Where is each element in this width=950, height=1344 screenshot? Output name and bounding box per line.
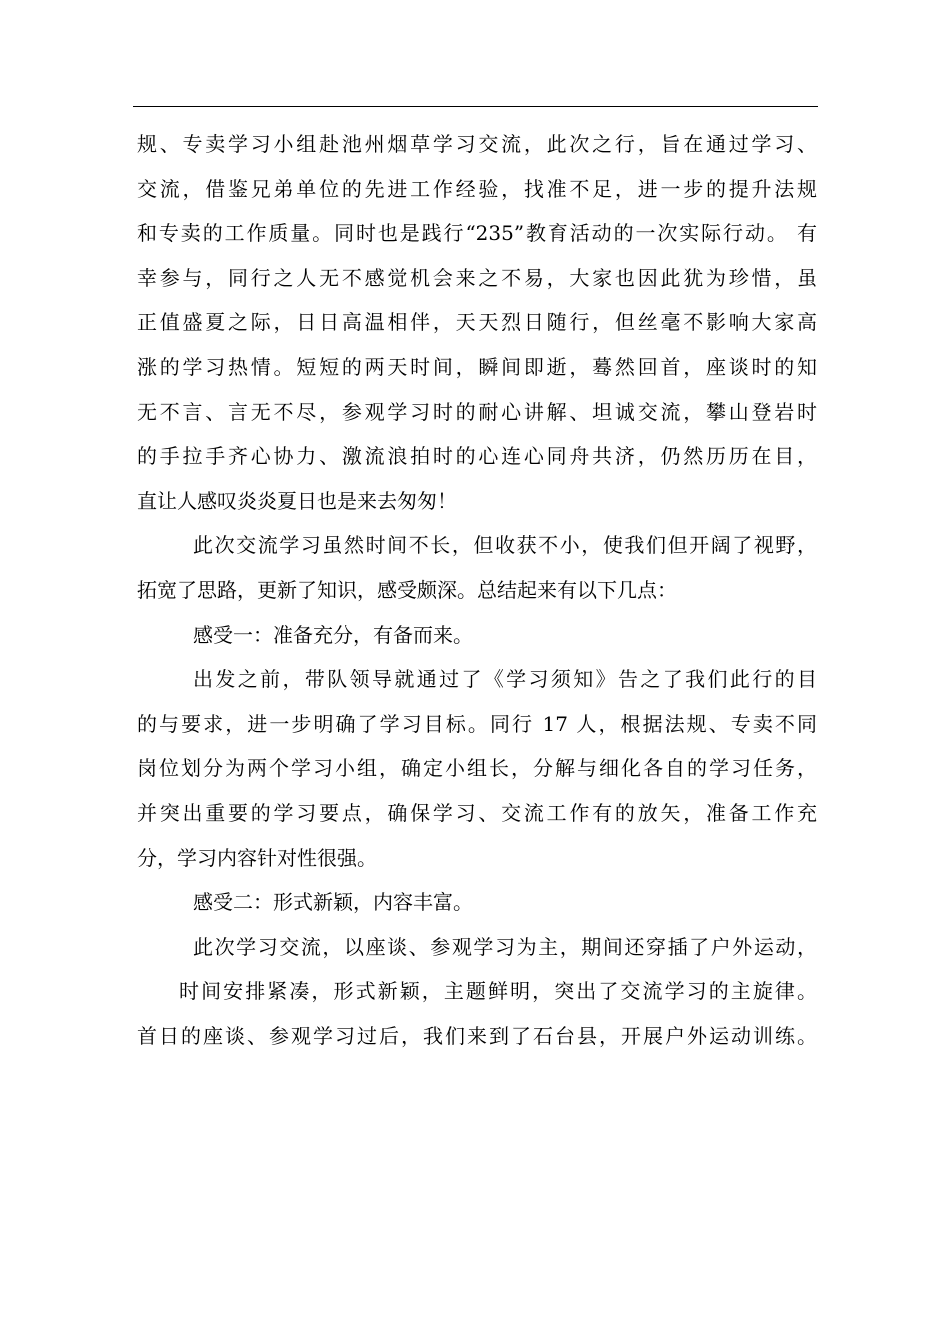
text-line: 首日的座谈、参观学习过后，我们来到了石台县，开展户外运动训练。 <box>137 1023 817 1048</box>
text-line: 涨的学习热情。短短的两天时间，瞬间即逝，蓦然回首，座谈时的知 <box>137 354 817 379</box>
body-text <box>137 122 817 1058</box>
text-line: 此次学习交流，以座谈、参观学习为主，期间还穿插了户外运动， <box>193 934 817 959</box>
text-line: 幸参与，同行之人无不感觉机会来之不易，大家也因此犹为珍惜，虽 <box>137 265 817 290</box>
section-heading: 感受一：准备充分，有备而来。 <box>193 622 473 647</box>
text-line: 的与要求，进一步明确了学习目标。同行 17 人，根据法规、专卖不同 <box>137 711 817 736</box>
text-line: 并突出重要的学习要点，确保学习、交流工作有的放矢，准备工作充 <box>137 800 817 825</box>
text-line: 直让人感叹炎炎夏日也是来去匆匆！ <box>137 488 457 513</box>
text-line: 出发之前，带队领导就通过了《学习须知》告之了我们此行的目 <box>193 667 817 692</box>
text-line: 拓宽了思路，更新了知识，感受颇深。总结起来有以下几点： <box>137 577 677 602</box>
text-line: 分，学习内容针对性很强。 <box>137 845 377 870</box>
text-line: 无不言、言无不尽，参观学习时的耐心讲解、坦诚交流，攀山登岩时 <box>137 399 817 424</box>
text-line: 的手拉手齐心协力、激流浪拍时的心连心同舟共济，仍然历历在目， <box>137 444 817 469</box>
text-line: 时间安排紧凑，形式新颖，主题鲜明，突出了交流学习的主旋律。 <box>179 979 817 1004</box>
text-line: 规、专卖学习小组赴池州烟草学习交流，此次之行，旨在通过学习、 <box>137 132 817 156</box>
text-line: 正值盛夏之际，日日高温相伴，天天烈日随行，但丝毫不影响大家高 <box>137 310 817 335</box>
section-heading: 感受二：形式新颖，内容丰富。 <box>193 890 473 915</box>
text-line: 此次交流学习虽然时间不长，但收获不小，使我们但开阔了视野， <box>193 533 817 558</box>
text-line: 交流，借鉴兄弟单位的先进工作经验，找准不足，进一步的提升法规 <box>137 176 817 201</box>
header-rule <box>133 106 818 107</box>
text-line: 岗位划分为两个学习小组，确定小组长，分解与细化各自的学习任务， <box>137 756 817 781</box>
text-line: 和专卖的工作质量。同时也是践行“235”教育活动的一次实际行动。 有 <box>137 221 817 246</box>
